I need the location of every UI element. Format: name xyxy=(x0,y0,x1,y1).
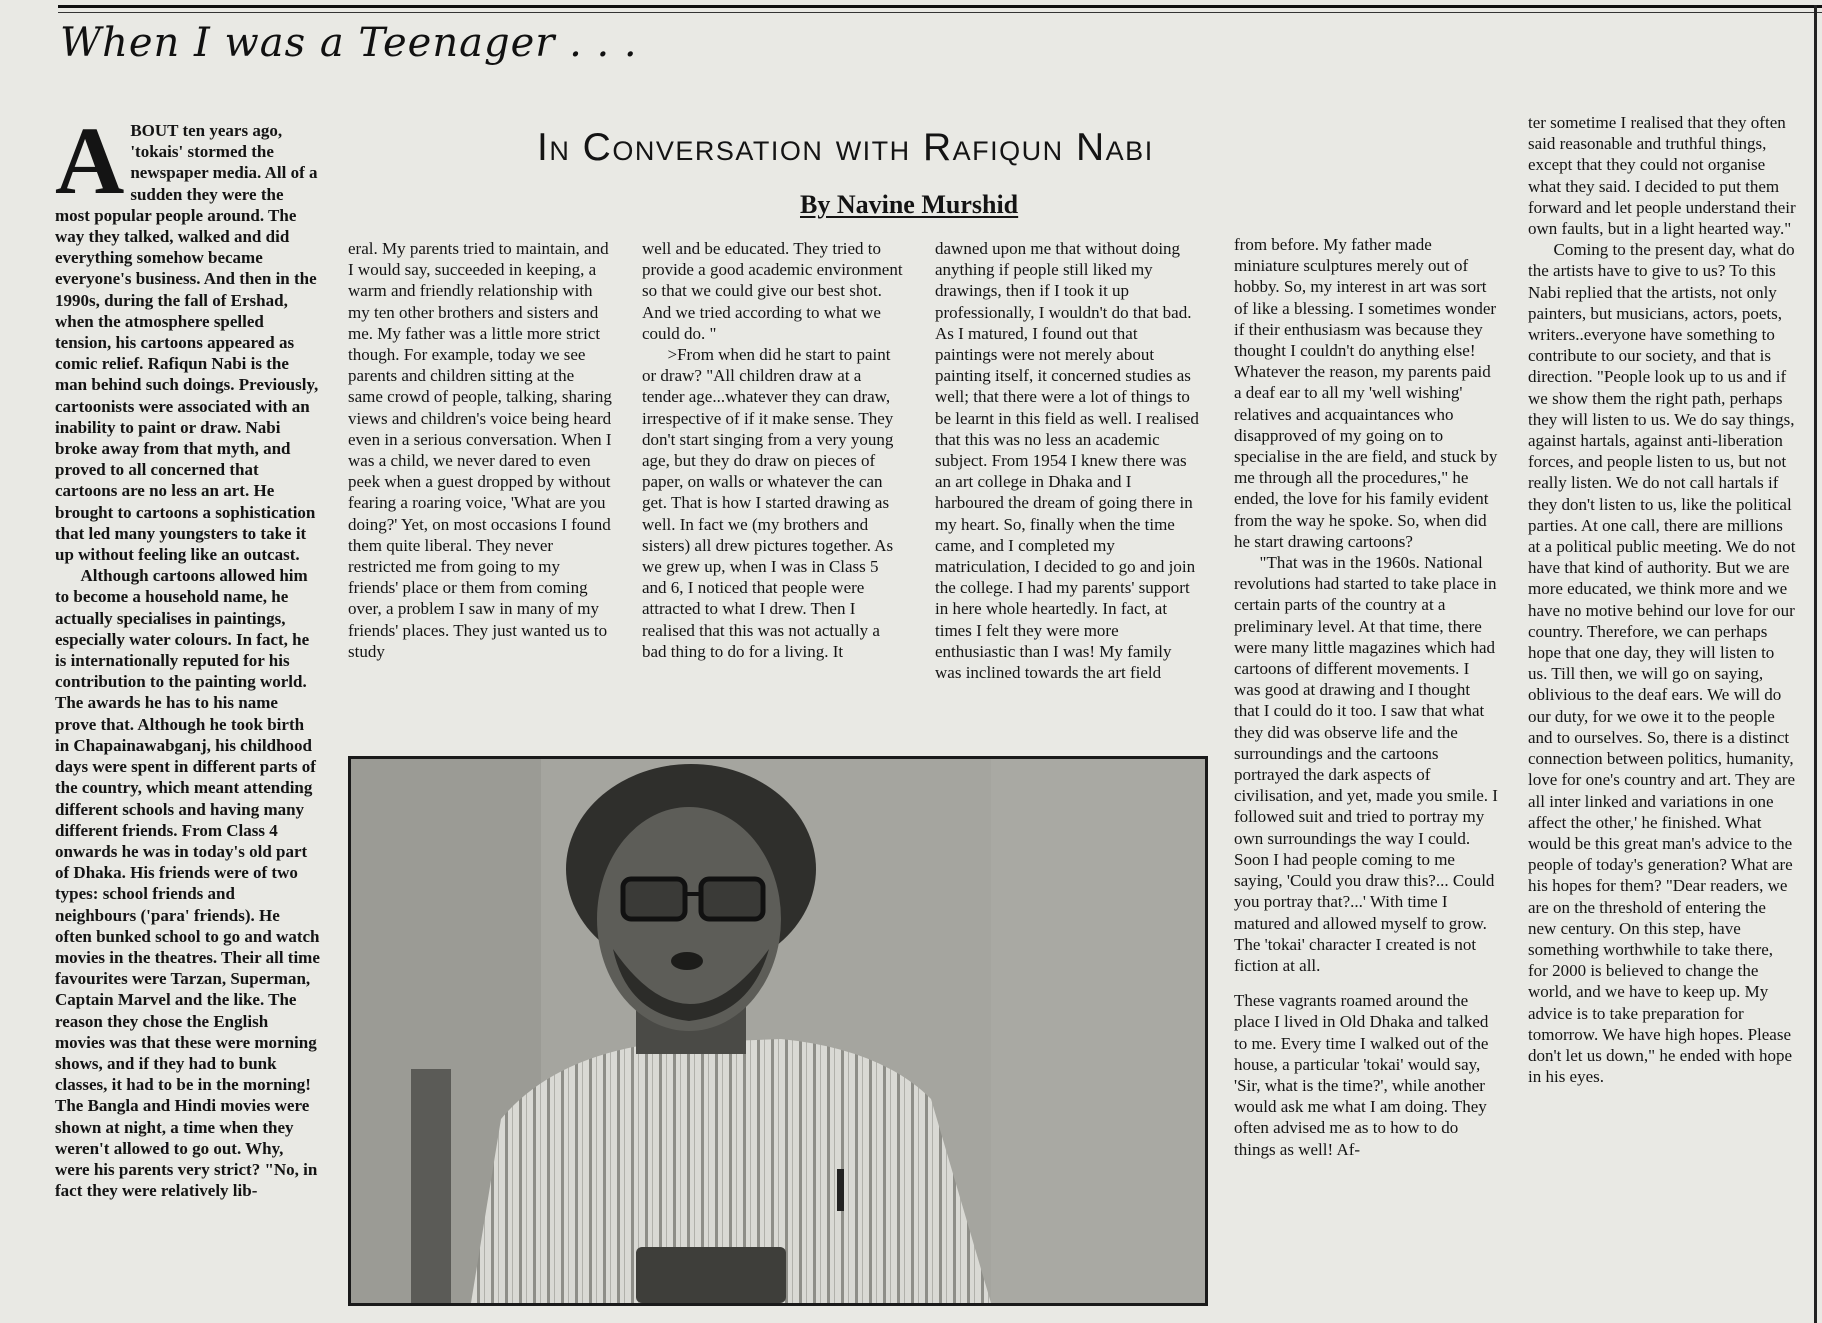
portrait-photo xyxy=(348,756,1208,1306)
column-1-paragraph-2: Although cartoons allowed him to become a household name, he actually specialises in paintings, especially water colours. In fact, he is internationally reputed for his contribution to the painting world. The awards he has to his name prove that. Although he took birth in Chapainawabganj, his childhood days were spent in different parts of the country, which meant attending different schools and having many different friends. From Class 4 onwards he was in today's old part of Dhaka. His friends were of two types: school friends and neighbours ('para' friends). He often bunked school to go and watch movies in the theatres. Their all time favourites were Tarzan, Superman, Captain Marvel and the like. The reason they chose the English movies was that these were morning shows, and if they had to bunk classes, it had to be in the morning! The Bangla and Hindi movies were shown at night, a time when they weren't allowed to go out. Why, were his parents very strict? "No, in fact they were relatively lib- xyxy=(55,566,320,1201)
drop-cap: A xyxy=(55,120,125,214)
article-column-4 xyxy=(935,238,1200,746)
section-title: When I was a Teenager . . . xyxy=(60,20,638,66)
article-column-5 xyxy=(1234,234,1499,1320)
column-5-paragraph-2: "That was in the 1960s. National revolutions had started to take place in certain parts of the country at a preliminary level. At that time, there were many little magazines which had cartoons of different movements. I was good at drawing and I thought that I could do it too. I saw that what they did was observe life and the surroundings and the cartoons portrayed the dark aspects of civilisation, and yet, made you smile. I followed suit and tried to portray my own surroundings the way I could. Soon I had people coming to me saying, 'Could you draw this?... Could you portray that?...' With time I matured and allowed myself to grow. The 'tokai' character I created is not fiction at all. xyxy=(1234,553,1498,975)
article-byline: By Navine Murshid xyxy=(800,190,1019,219)
article-column-6 xyxy=(1528,112,1796,1320)
article-headline: In Conversation with Rafiqun Nabi xyxy=(537,126,1154,169)
column-1-paragraph-1: BOUT ten years ago, 'tokais' stormed the newspaper media. All of a sudden they were the most popular people around. The way they talked, walked and did everything somehow became everyone's business. And then in the 1990s, during the fall of Ershad, when the atmosphere spelled tension, his cartoons appeared as comic relief. Rafiqun Nabi is the man behind such doings. Previously, cartoonists were associated with an inability to paint or draw. Nabi broke away from that myth, and proved to all concerned that cartoons are no less an art. He brought to cartoons a sophistication that led many youngsters to take it up without feeling like an outcast. xyxy=(55,121,319,565)
column-3-paragraph-2: >From when did he start to paint or draw? "All children draw at a tender age...whatever they can draw, irrespective of if it make sense. They don't start singing from a very young age, but they do draw on pieces of paper, on walls or whatever the can get. That is how I started drawing as well. In fact we (my brothers and sisters) all drew pictures together. As we grew up, when I was in Class 5 and 6, I noticed that people were attracted to what I drew. Then I realised that this was not actually a bad thing to do for a living. It xyxy=(642,345,894,661)
article-column-2 xyxy=(348,238,613,746)
column-3-paragraph-1: well and be educated. They tried to provide a good academic environment so that we could give our best shot. And we tried according to what we could do. " xyxy=(642,239,903,343)
column-5-paragraph-1: from before. My father made miniature sculptures merely out of hobby. So, my interest in art was sort of like a blessing. I sometimes wonder if their enthusiasm was because they thought I couldn't do anything else! Whatever the reason, my parents paid a deaf ear to all my 'well wishing' relatives and acquaintances who disapproved of my going on to specialise in the are field, and stuck by me through all the procedures," he ended, the love for his family evident from the way he spoke. So, when did he start drawing cartoons? xyxy=(1234,235,1498,551)
column-6-paragraph-2: Coming to the present day, what do the artists have to give to us? To this Nabi replied that the artists, not only painters, but musicians, actors, poets, writers..everyone have something to contribute to our society, and that is direction. "People look up to us and if we show them the right path, perhaps they will listen to us. We do say things, against hartals, against anti-liberation forces, and people listen to us, but not really listen. We do not call hartals if they don't listen to us, like the political parties. At one call, there are millions at a political public meeting. We do not have that kind of authority. But we are more educated, we think more and we have no motive behind our love for our country. Therefore, we can perhaps hope that one day, they will listen to us. Till then, we will go on saying, oblivious to the deaf ears. We will do our duty, for we owe it to the people and to ourselves. So, there is a distinct connection between politics, humanity, love for one's country and art. They are all inter linked and variations in one affect the other,' he finished. What would be this great man's advice to the people of today's generation? What are his hopes for them? "Dear readers, we are on the threshold of entering the new century. On this step, have something worthwhile to take there, for 2000 is believed to change the world, and we have to keep up. My advice is to take preparation for tomorrow. We have high hopes. Please don't let us down," he ended with hope in his eyes. xyxy=(1528,240,1796,1087)
portrait-illustration xyxy=(351,759,1205,1303)
column-6-paragraph-1: ter sometime I realised that they often said reasonable and truthful things, except that they could not organise what they said. I decided to put them forward and let people understand their own faults, but in a light hearted way." xyxy=(1528,113,1796,239)
column-4-paragraph-1: dawned upon me that without doing anything if people still liked my drawings, then if I took it up professionally, I wouldn't do that bad. As I matured, I found out that paintings were not merely about painting itself, it concerned studies as well; that there were a lot of things to be learnt in this field as well. I realised that this was no less an academic subject. From 1954 I knew there was an art college in Dhaka and I harboured the dream of going there in my heart. So, finally when the time came, and I completed my matriculation, I decided to go and join the college. I had my parents' support in here whole heartedly. In fact, at times I felt they were more enthusiastic than I was! My family was inclined towards the art field xyxy=(935,239,1199,683)
top-rule-thin xyxy=(58,12,1822,13)
top-rule xyxy=(58,5,1822,8)
right-rule xyxy=(1814,5,1817,1323)
article-column-3 xyxy=(642,238,907,746)
column-2-paragraph-1: eral. My parents tried to maintain, and I would say, succeeded in keeping, a warm and friendly relationship with my ten other brothers and sisters and me. My father was a little more strict though. For example, today we see parents and children sitting at the same crowd of people, talking, sharing views and children's voice being heard even in a serious conversation. When I was a child, we never dared to even peek when a guest dropped by without fearing a roaring voice, 'What are you doing?' Yet, on most occasions I found them quite liberal. They never restricted me from going to my friends' place or them from coming over, a problem I saw in many of my friends' places. They just wanted us to study xyxy=(348,239,612,661)
column-5-paragraph-3: These vagrants roamed around the place I lived in Old Dhaka and talked to me. Every time I walked out of the house, a particular 'tokai' would say, 'Sir, what is the time?', while another would ask me what I am doing. They often advised me as to how to do things as well! Af- xyxy=(1234,991,1489,1159)
article-column-1 xyxy=(55,120,320,1320)
